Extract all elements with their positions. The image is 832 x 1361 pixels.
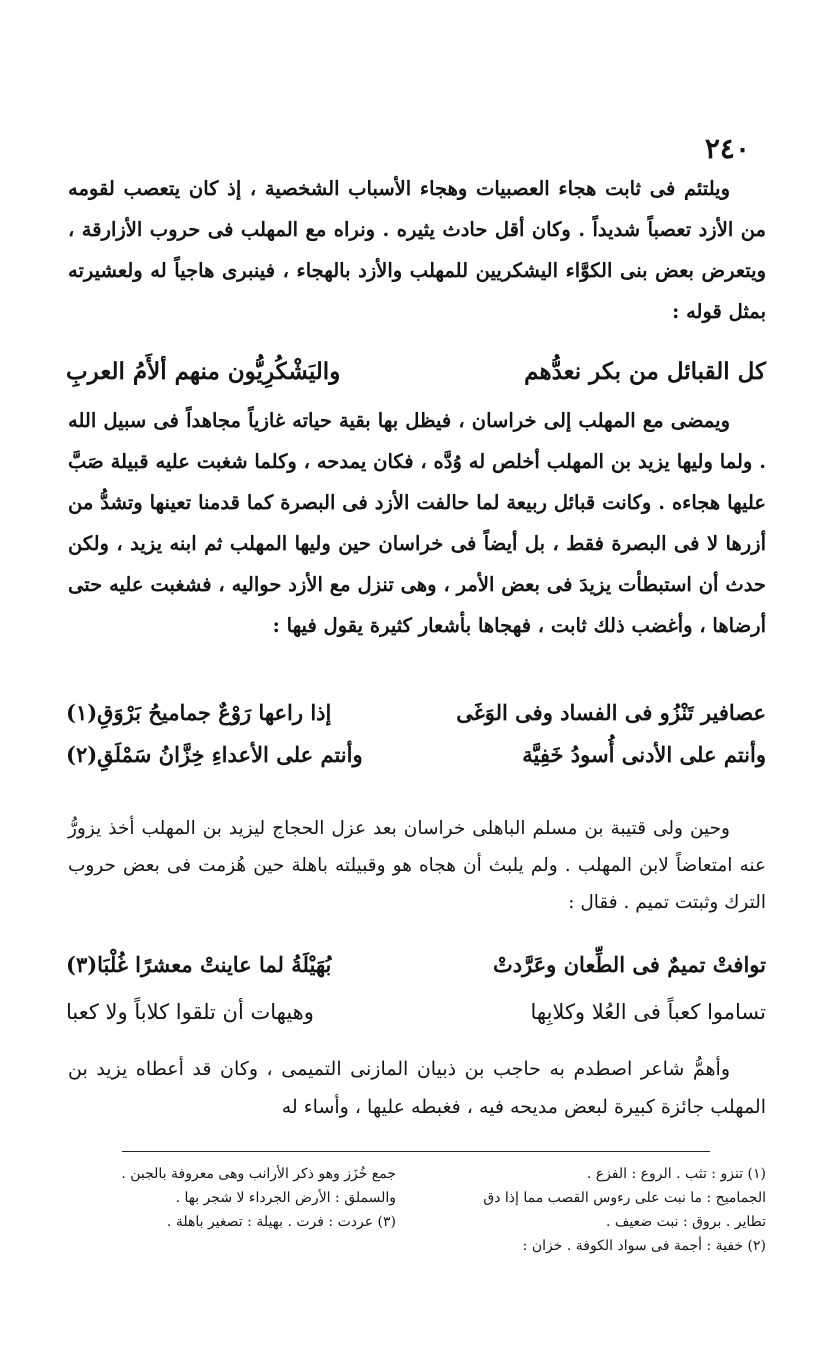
verse-second-hemistich: واليَشْكُرِيُّون منهم ألأَمُ العربِ [66,358,341,385]
verse-first-hemistich: توافتْ تميمٌ فى الطِّعان وعَرَّدتْ [492,952,766,977]
footnotes-left-column [66,1162,396,1234]
footnote-divider [122,1151,710,1152]
verse-2 [66,700,766,740]
paragraph-text: وحين ولى قتيبة بن مسلم الباهلى خراسان بعد عزل الحجاج ليزيد بن المهلب أخذ يزورُّ عنه امتعاضاً لابن المهلب . ولم يلبث أن هجاه هو وقبيلته باهلة حين هُزمت فى بعض حروب الترك وثبتت تميم . فقال : [68,818,766,913]
paragraph-4 [68,1050,766,1126]
verse-second-hemistich: وأنتم على الأعداءِ خِزَّانُ سَمْلَقِ(٢) [66,742,363,767]
verse-first-hemistich: وأنتم على الأدنى أُسودُ خَفِيَّة [522,742,766,767]
footnotes-right-column [436,1162,766,1258]
verse-5 [66,1000,766,1040]
verse-first-hemistich: عصافير تَنْزُو فى الفساد وفى الوَغَى [456,700,766,725]
verse-second-hemistich: بُهَيْلَةُ لما عاينتْ معشرًا غُلْبَا(٣) [66,952,332,977]
footnote-line: (٢) خفية : أجمة فى سواد الكوفة . خزان : [522,1238,766,1254]
footnote-line: والسملق : الأرض الجرداء لا شجر بها . [175,1190,396,1206]
paragraph-text: وأهمُّ شاعر اصطدم به حاجب بن ذبيان المازنى التميمى ، وكان قد أعطاه يزيد بن المهلب جائزة كبيرة لبعض مديحه فيه ، فغبطه عليها ، وأساء له [68,1058,766,1118]
verse-1 [66,358,766,398]
verse-second-hemistich: وهيهات أن تلقوا كلاباً ولا كعبا [66,1000,314,1024]
verse-3 [66,742,766,782]
footnote-line: جمع خُزَز وهو ذكر الأرانب وهى معروفة بالجبن . [121,1166,396,1182]
paragraph-2 [68,400,766,646]
footnote-line: (٣) عردت : فرت . بهيلة : تصغير باهلة . [166,1214,396,1230]
paragraph-1 [68,168,766,332]
footnote-line: (١) تنزو : تثب . الروع : الفزع . [586,1166,766,1182]
paragraph-3 [68,810,766,921]
verse-second-hemistich: إذا راعها رَوْعٌ جماميحُ بَرْوَقِ(١) [66,700,332,725]
verse-4 [66,952,766,992]
footnote-line: الجماميح : ما نبت على رءوس القصب مما إذا دق [483,1190,766,1206]
paragraph-text: ويمضى مع المهلب إلى خراسان ، فيظل بها بقية حياته غازياً مجاهداً فى سبيل الله . ولما وليها يزيد بن المهلب أخلص له وُدَّه ، فكان يمدحه ، وكلما شغبت عليه قبيلة صَبَّ عليها هجاءه . وكانت قبائل ربيعة لما حالفت الأزد فى البصرة كما قدمنا تعينها وتشدُّ من أزرها لا فى البصرة فقط ، بل أيضاً فى خراسان حين وليها المهلب ثم ابنه يزيد ، ولكن حدث أن استبطأت يزيدَ فى بعض الأمر ، وهى تنزل مع الأزد حواليه ، فشغبت عليه حتى أرضاها ، وأغضب ذلك ثابت ، فهجاها بأشعار كثيرة يقول فيها : [68,409,766,637]
footnote-line: تطاير . بروق : نبت ضعيف . [605,1214,766,1230]
paragraph-text: ويلتئم فى ثابت هجاء العصبيات وهجاء الأسباب الشخصية ، إذ كان يتعصب لقومه من الأزد تعصباً شديداً . وكان أقل حادث يثيره . ونراه مع المهلب فى حروب الأزارقة ، ويتعرض بعض بنى الكوَّاء اليشكريين للمهلب والأزد بالهجاء ، فينبرى هاجياً له ولعشيرته بمثل قوله : [68,177,766,323]
verse-first-hemistich: تساموا كعباً فى العُلا وكلابِها [530,1000,766,1024]
footnotes [66,1162,766,1312]
verse-first-hemistich: كل القبائل من بكر نعدُّهم [524,358,766,385]
page-number: ٢٤٠ [704,132,750,165]
